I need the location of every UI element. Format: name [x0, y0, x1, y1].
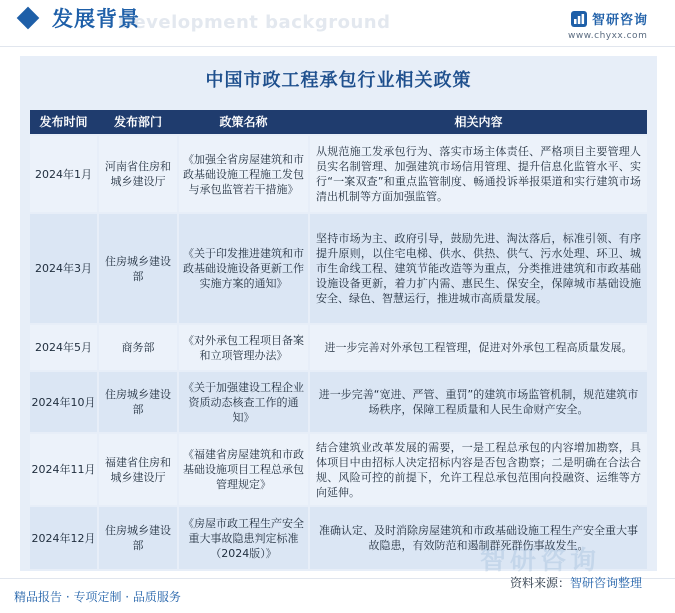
cell-content: 进一步完善“宽进、严管、重罚”的建筑市场监管机制，规范建筑市场秩序，保障工程质量和人民生命财产安全。 — [310, 372, 647, 432]
cell-date: 2024年3月 — [30, 214, 97, 323]
cell-content: 准确认定、及时消除房屋建筑和市政基础设施工程生产安全重大事故隐患，有效防范和遏制群死群伤事故发生。 — [310, 507, 647, 569]
table-body — [30, 136, 647, 571]
bottom-watermark: 智研咨询 — [480, 546, 601, 576]
table-row — [30, 372, 647, 432]
logo-name: 智研咨询 — [592, 13, 649, 28]
header-date: 发布时间 — [39, 115, 88, 129]
header-dept: 发布部门 — [113, 115, 162, 129]
table-row — [30, 214, 647, 323]
cell-dept: 福建省住房和城乡建设厅 — [99, 434, 177, 505]
table-row — [30, 325, 647, 370]
diamond-icon — [17, 7, 40, 30]
cell-date: 2024年5月 — [30, 325, 97, 370]
cell-date: 2024年11月 — [30, 434, 97, 505]
header-divider — [0, 46, 675, 47]
source-label: 资料来源： — [510, 576, 571, 590]
policy-table-panel — [20, 56, 657, 571]
cell-policy-name: 《房屋市政工程生产安全重大事故隐患判定标准（2024版）》 — [179, 507, 308, 569]
cell-content: 结合建筑业改革发展的需要，一是工程总承包的内容增加勘察，具体项目中由招标人决定招标内容是否包含勘察；二是明确在合法合规、风险可控的前提下，允许工程总承包范围向投融资、运维等方向延伸。 — [310, 434, 647, 505]
cell-policy-name: 《加强全省房屋建筑和市政基础设施工程施工发包与承包监管若干措施》 — [179, 136, 308, 212]
cell-dept: 住房城乡建设部 — [99, 214, 177, 323]
logo-icon — [570, 10, 588, 28]
cell-content: 从规范施工发承包行为、落实市场主体责任、严格项目主要管理人员实名制管理、加强建筑市场信用管理、提升信息化监管水平、实行“一案双查”和重点监管制度、畅通投诉举报渠道和实行建筑市场清出机制等方面加强监管。 — [310, 136, 647, 212]
table-row — [30, 434, 647, 505]
table-header — [30, 110, 647, 134]
cell-dept: 住房城乡建设部 — [99, 372, 177, 432]
cell-date: 2024年1月 — [30, 136, 97, 212]
cell-policy-name: 《福建省房屋建筑和市政基础设施项目工程总承包管理规定》 — [179, 434, 308, 505]
header-content: 相关内容 — [454, 115, 503, 129]
cell-policy-name: 《对外承包工程项目备案和立项管理办法》 — [179, 325, 308, 370]
header-watermark: Development background — [118, 12, 391, 33]
cell-dept: 商务部 — [99, 325, 177, 370]
logo-url: www.chyxx.com — [568, 31, 648, 41]
cell-policy-name: 《关于加强建设工程企业资质动态核查工作的通知》 — [179, 372, 308, 432]
cell-content: 坚持市场为主、政府引导，鼓励先进、淘汰落后，标准引领、有序提升原则，以住宅电梯、供水、供热、供气、污水处理、环卫、城市生命线工程、建筑节能改造等为重点，分类推进建筑和市政基础设施设备更新，着力扩内需、惠民生、保安全，保障城市基础设施安全、绿色、智慧运行，推进城市高质量发展。 — [310, 214, 647, 323]
cell-policy-name: 《关于印发推进建筑和市政基础设施设备更新工作实施方案的通知》 — [179, 214, 308, 323]
footer-slogan: 精品报告 · 专项定制 · 品质服务 — [14, 590, 181, 604]
section-title: 发展背景 — [52, 7, 140, 31]
cell-date: 2024年12月 — [30, 507, 97, 569]
table-title: 中国市政工程承包行业相关政策 — [205, 70, 472, 91]
header-bar — [0, 0, 675, 52]
table-row — [30, 136, 647, 212]
source-value: 智研咨询整理 — [570, 576, 643, 590]
cell-date: 2024年10月 — [30, 372, 97, 432]
cell-dept: 住房城乡建设部 — [99, 507, 177, 569]
header-policy-name: 政策名称 — [219, 115, 268, 129]
cell-dept: 河南省住房和城乡建设厅 — [99, 136, 177, 212]
source-note — [510, 574, 642, 591]
cell-content: 进一步完善对外承包工程管理，促进对外承包工程高质量发展。 — [310, 325, 647, 370]
